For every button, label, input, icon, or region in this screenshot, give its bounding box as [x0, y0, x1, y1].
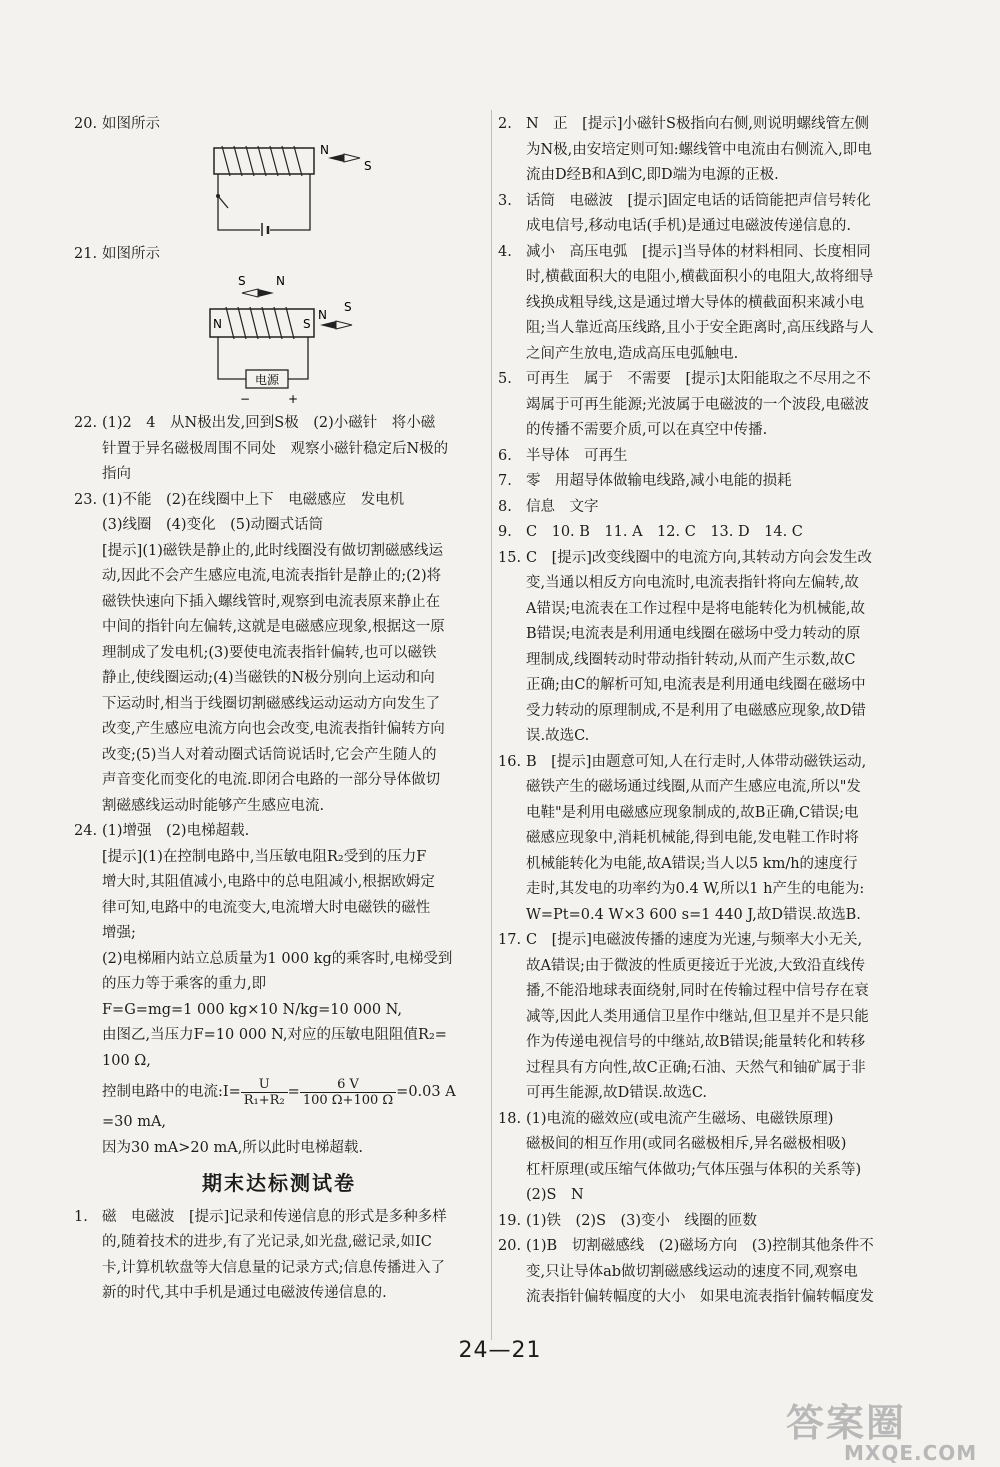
- item-line: 走时,其发电的功率约为0.4 W,所以1 h产生的电能为:: [526, 881, 865, 897]
- top-compass-label-s: S: [238, 274, 246, 288]
- answer-22: [74, 411, 484, 488]
- item-number: 21.: [74, 245, 98, 262]
- item-number: 15.: [498, 549, 522, 566]
- top-compass-needle-north: [258, 289, 274, 297]
- item-line: 信息 文字: [526, 498, 599, 515]
- hint-line: [提示](1)磁铁是静止的,此时线圈没有做切割磁感线运: [102, 542, 443, 559]
- item-number: 2.: [498, 116, 512, 132]
- item-line: 正确;由C的解析可知,电流表是利用通电线圈在磁场中: [526, 677, 866, 693]
- item-line: A错误;电流表在工作过程中是将电能转化为机械能,故: [526, 600, 865, 617]
- circuit-wire-left: [218, 337, 246, 379]
- watermark-logo-text: 答案圈: [786, 1401, 907, 1445]
- section-title: 期末达标测试卷: [202, 1171, 356, 1195]
- solenoid-circuit-diagram-20: [204, 144, 394, 236]
- item-line: 话筒 电磁波 [提示]固定电话的话筒能把声信号转化: [526, 192, 871, 209]
- item-number: 16.: [498, 753, 522, 770]
- item-number: 20.: [498, 1238, 522, 1254]
- item-line: 减小 高压电弧 [提示]当导体的材料相同、长度相同: [526, 243, 871, 260]
- answer-final-7: [498, 469, 910, 495]
- hint-line: 100 Ω,: [102, 1052, 151, 1069]
- item-line: B错误;电流表是利用通电线圈在磁场中受力转动的原: [526, 626, 861, 642]
- item-line: (1)铁 (2)S (3)变小 线圈的匝数: [526, 1212, 758, 1229]
- side-compass-needle-south: [336, 321, 352, 329]
- item-line: (2)S N: [526, 1187, 584, 1203]
- item-line: 故A错误;由于微波的性质更接近于光波,大致沿直线传: [526, 957, 865, 974]
- item-number: 23.: [74, 491, 98, 508]
- answer-final-3: [498, 189, 910, 240]
- circuit-wire-left: [218, 174, 260, 230]
- answer-final-8: [498, 495, 910, 521]
- answer-final-18: [498, 1107, 910, 1209]
- hint-line: 增强;: [102, 925, 136, 941]
- right-column: [498, 112, 910, 1311]
- hint-line: (2)电梯厢内站立总质量为1 000 kg的乘客时,电梯受到: [102, 950, 453, 967]
- hint-line: F=G=mg=1 000 kg×10 N/kg=10 000 N,: [102, 1001, 403, 1018]
- item-line: 针置于异名磁极周围不同处 观察小磁针稳定后N极的: [102, 440, 449, 457]
- fraction-denominator: 100 Ω+100 Ω: [302, 1092, 394, 1108]
- hint-line: 下运动时,相当于线圈切割磁感线运动运动方向发生了: [102, 695, 441, 712]
- hint-line: 割磁感线运动时能够产生感应电流.: [102, 797, 325, 814]
- item-line: 可再生 属于 不需要 [提示]太阳能取之不尽用之不: [526, 371, 871, 387]
- item-line: 变,只让导体ab做切割磁感线运动的速度不同,观察电: [526, 1263, 858, 1280]
- compass-needle-south: [344, 154, 360, 162]
- item-number: 3.: [498, 192, 512, 209]
- item-line: 杠杆原理(或压缩气体做功;气体压强与体积的关系等): [526, 1161, 862, 1178]
- hint-line: 增大时,其阻值减小,电路中的总电阻减小,根据欧姆定: [102, 874, 435, 890]
- hint-line: 声音变化而变化的电流.即闭合电路的一部分导体做切: [102, 772, 441, 788]
- item-line: (1)B 切割磁感线 (2)磁场方向 (3)控制其他条件不: [526, 1238, 874, 1254]
- item-line: 卡,计算机软盘等大信息量的记录方式;信息传播进入了: [102, 1259, 445, 1276]
- item-line: 指向: [102, 466, 131, 482]
- side-compass-needle-north: [320, 321, 336, 329]
- item-number: 24.: [74, 823, 98, 839]
- item-line: 的传播不需要介质,可以在真空中传播.: [526, 422, 768, 438]
- top-compass-needle-south: [242, 289, 258, 297]
- item-line: 磁 电磁波 [提示]记录和传递信息的形式是多种多样: [102, 1208, 447, 1225]
- item-line: (3)线圈 (4)变化 (5)动圈式话筒: [102, 517, 324, 533]
- answer-24: [74, 819, 484, 1161]
- item-number: 7.: [498, 473, 512, 489]
- item-number: 22.: [74, 415, 98, 431]
- formula-equals: =: [287, 1084, 300, 1100]
- item-number: 19.: [498, 1212, 522, 1229]
- item-line: 成电信号,移动电话(手机)是通过电磁波传递信息的.: [526, 218, 852, 234]
- item-line: 电鞋"是利用电磁感应现象制成的,故B正确,C错误;电: [526, 804, 859, 821]
- item-line: 磁感应现象中,消耗机械能,得到电能,发电鞋工作时将: [526, 830, 859, 846]
- hint-line: 理制成了发电机;(3)要使电流表指针偏转,也可以磁铁: [102, 644, 437, 661]
- item-line: C [提示]电磁波传播的速度为光速,与频率大小无关,: [526, 932, 863, 948]
- column-divider: [491, 110, 492, 1340]
- item-line: 之间产生放电,造成高压电弧触电.: [526, 345, 739, 362]
- switch-lever: [218, 196, 228, 208]
- item-line: 变,当通以相反方向电流时,电流表指针将向左偏转,故: [526, 575, 859, 591]
- item-number: 8.: [498, 498, 512, 515]
- compass-label-n: N: [320, 143, 329, 157]
- answer-final-19: [498, 1209, 910, 1235]
- hint-line: 动,因此不会产生感应电流,电流表指针是静止的;(2)将: [102, 568, 442, 584]
- item-line: 新的时代,其中手机是通过电磁波传递信息的.: [102, 1285, 387, 1301]
- item-line: W=Pt=0.4 W×3 600 s=1 440 J,故D错误.故选B.: [526, 906, 861, 923]
- page-number: 24—21: [458, 1338, 542, 1363]
- item-line: N 正 [提示]小磁针S极指向右侧,则说明螺线管左侧: [526, 116, 870, 132]
- item-number: 18.: [498, 1110, 522, 1127]
- item-line: (1)不能 (2)在线圈中上下 电磁感应 发电机: [102, 491, 405, 508]
- item-line: 的,随着技术的进步,有了光记录,如光盘,磁记录,如IC: [102, 1234, 432, 1250]
- circuit-wire-right: [270, 174, 310, 230]
- answer-final-2: [498, 112, 910, 189]
- solenoid-circuit-diagram-21: [204, 273, 394, 405]
- item-line: (1)电流的磁效应(或电流产生磁场、电磁铁原理): [526, 1110, 834, 1127]
- answer-final-15: [498, 546, 910, 750]
- answer-final-9-14: [498, 520, 910, 546]
- side-compass-label-n: N: [318, 308, 327, 322]
- watermark-url: MXQE.COM: [844, 1441, 978, 1465]
- coil-label-s: S: [303, 317, 311, 331]
- answer-21-figure: [74, 242, 484, 268]
- compass-needle-north: [328, 154, 344, 162]
- solenoid-core: [210, 309, 314, 337]
- item-line: (1)增强 (2)电梯超载.: [102, 823, 250, 839]
- item-line: 竭属于可再生能源;光波属于电磁波的一个波段,电磁波: [526, 396, 869, 413]
- fraction-values: [300, 1077, 396, 1108]
- item-line: 受力转动的原理制成,不是利用了电磁感应现象,故D错: [526, 702, 866, 719]
- circuit-wire-right: [288, 337, 308, 379]
- hint-line: =30 mA,: [102, 1114, 167, 1130]
- item-line: 作为传递电视信号的中继站,故B错误;能量转化和转移: [526, 1034, 866, 1050]
- answer-final-17: [498, 928, 910, 1107]
- item-line: 减等,因此人类用通信卫星作中继站,但卫星并不是只能: [526, 1008, 869, 1025]
- solenoid-coil: [226, 307, 294, 339]
- compass-label-s: S: [364, 158, 372, 173]
- hint-line: 磁铁快速向下插入螺线管时,观察到电流表原来静止在: [102, 593, 441, 610]
- item-line: 线换成粗导线,这是通过增大导体的横截面积来减小电: [526, 294, 865, 311]
- item-number: 17.: [498, 932, 522, 948]
- formula-prefix: 控制电路中的电流:I=: [102, 1084, 241, 1100]
- item-line: 为N极,由安培定则可知:螺线管中电流由右侧流入,即电: [526, 141, 872, 158]
- answer-20-figure: [74, 112, 484, 138]
- coil-label-n: N: [213, 317, 222, 331]
- side-compass-label-s: S: [344, 300, 352, 314]
- answer-final-4: [498, 240, 910, 368]
- solenoid-coil: [222, 146, 302, 176]
- item-line: 零 用超导体做输电线路,减小电能的损耗: [526, 473, 792, 489]
- item-line: 流表指针偏转幅度的大小 如果电流表指针偏转幅度发: [526, 1289, 874, 1305]
- answer-final-1: [74, 1205, 484, 1307]
- item-number: 9.: [498, 524, 512, 540]
- item-line: 流由D经B和A到C,即D端为电源的正极.: [526, 167, 779, 183]
- answer-final-6: [498, 444, 910, 470]
- item-text: 如图所示: [102, 116, 160, 132]
- item-line: 过程具有方向性,故C正确;石油、天然气和铀矿属于非: [526, 1059, 866, 1076]
- answer-final-16: [498, 750, 910, 929]
- fraction-u-over-r: [241, 1077, 288, 1108]
- item-line: 误.故选C.: [526, 728, 590, 744]
- hint-line: [提示](1)在控制电路中,当压敏电阻R₂受到的压力F: [102, 848, 427, 865]
- item-line: 可再生能源,故D错误.故选C.: [526, 1085, 708, 1101]
- power-minus-label: −: [240, 392, 251, 405]
- current-formula: [74, 1074, 484, 1110]
- hint-line: 中间的指针向左偏转,这就是电磁感应现象,根据这一原: [102, 619, 445, 635]
- fraction-numerator: 6 V: [300, 1077, 396, 1093]
- site-watermark: [786, 1392, 976, 1464]
- item-line: 理制成,线圈转动时带动指针转动,从而产生示数,故C: [526, 651, 856, 668]
- item-number: 1.: [74, 1208, 88, 1225]
- power-plus-label: +: [288, 392, 299, 405]
- answer-final-20: [498, 1234, 910, 1311]
- left-column: [74, 112, 484, 1307]
- power-supply-label: 电源: [255, 373, 280, 387]
- hint-line: 静止,使线圈运动;(4)当磁铁的N极分别向上运动和向: [102, 670, 435, 686]
- item-line: 播,不能沿地球表面绕射,同时在传输过程中信号存在衰: [526, 983, 869, 999]
- item-line: 机械能转化为电能,故A错误;当人以5 km/h的速度行: [526, 855, 858, 872]
- switch-pivot: [216, 194, 220, 198]
- hint-line: 律可知,电路中的电流变大,电流增大时电磁铁的磁性: [102, 899, 431, 916]
- fraction-denominator: R₁+R₂: [243, 1092, 285, 1108]
- fraction-numerator: U: [241, 1077, 288, 1093]
- item-line: C 10. B 11. A 12. C 13. D 14. C: [526, 524, 803, 540]
- item-line: 阻;当人靠近高压线路,且小于安全距离时,高压线路与人: [526, 320, 874, 336]
- hint-line: 因为30 mA>20 mA,所以此时电梯超载.: [102, 1139, 363, 1156]
- item-number: 5.: [498, 371, 512, 387]
- top-compass-label-n: N: [276, 274, 285, 288]
- item-line: (1)2 4 从N极出发,回到S极 (2)小磁针 将小磁: [102, 415, 436, 431]
- item-line: 磁铁产生的磁场通过线圈,从而产生感应电流,所以"发: [526, 779, 861, 795]
- item-line: 半导体 可再生: [526, 447, 628, 464]
- item-number: 20.: [74, 116, 98, 132]
- item-line: 时,横截面积大的电阻小,横截面积小的电阻大,故将细导: [526, 269, 874, 285]
- item-line: C [提示]改变线圈中的电流方向,其转动方向会发生改: [526, 549, 873, 566]
- formula-suffix: =0.03 A: [396, 1084, 456, 1100]
- hint-line: 改变;(5)当人对着动圈式话筒说话时,它会产生随人的: [102, 746, 437, 763]
- item-line: B [提示]由题意可知,人在行走时,人体带动磁铁运动,: [526, 753, 867, 770]
- item-line: 磁极间的相互作用(或同名磁极相斥,异名磁极相吸): [526, 1136, 847, 1152]
- item-number: 4.: [498, 243, 512, 260]
- item-number: 6.: [498, 447, 512, 464]
- answer-23: [74, 488, 484, 820]
- hint-line: 改变,产生感应电流方向也会改变,电流表指针偏转方向: [102, 721, 445, 737]
- hint-line: 由图乙,当压力F=10 000 N,对应的压敏电阻阻值R₂=: [102, 1027, 447, 1043]
- answer-final-5: [498, 367, 910, 444]
- item-text: 如图所示: [102, 245, 160, 262]
- hint-line: 的压力等于乘客的重力,即: [102, 976, 267, 992]
